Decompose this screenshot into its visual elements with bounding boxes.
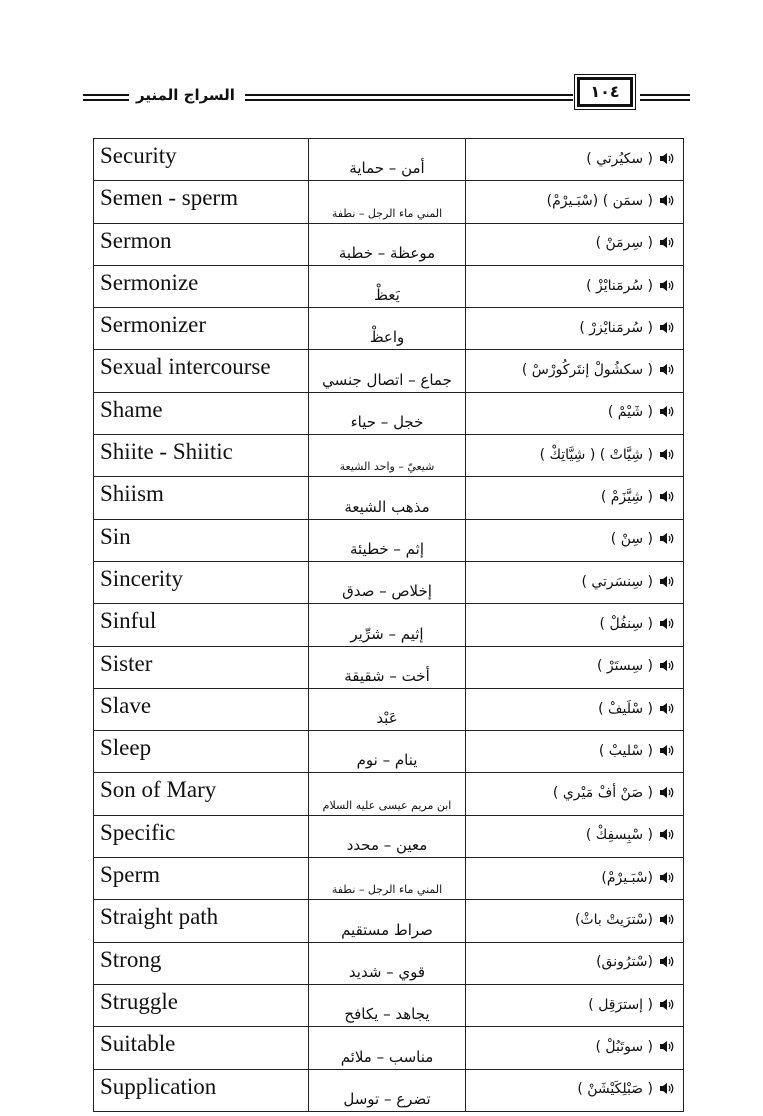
table-row [94, 139, 684, 181]
pronunciation-text: ( سُرمَنايْزرْ ) [579, 319, 653, 336]
arabic-meaning: تضرع – توسل [309, 1069, 466, 1111]
arabic-meaning: إثم – خطيئة [309, 519, 466, 561]
speaker-icon[interactable] [659, 236, 675, 253]
english-word: Security [94, 139, 309, 181]
header-rule-middle [245, 94, 573, 101]
english-word: Sister [94, 646, 309, 688]
speaker-icon[interactable] [659, 828, 675, 845]
pronunciation-cell [466, 350, 684, 392]
table-row [94, 646, 684, 688]
pronunciation-cell [466, 308, 684, 350]
table-row [94, 223, 684, 265]
arabic-meaning: شيعيّ – واحد الشيعة [309, 435, 466, 477]
header-rule-left [83, 94, 129, 101]
english-word: Suitable [94, 1027, 309, 1069]
pronunciation-text: ( سمَن ) (سْبَـيرْمْ) [546, 192, 653, 209]
english-word: Straight path [94, 900, 309, 942]
pronunciation-text: ( سْلَيفْ ) [598, 700, 653, 717]
arabic-meaning: عَبْد [309, 688, 466, 730]
english-word: Sin [94, 519, 309, 561]
pronunciation-text: ( شِيَّزَمْ ) [600, 489, 653, 506]
table-row [94, 984, 684, 1026]
table-row [94, 731, 684, 773]
pronunciation-cell [466, 265, 684, 307]
table-row [94, 1069, 684, 1111]
speaker-icon[interactable] [659, 998, 675, 1015]
table-row [94, 900, 684, 942]
pronunciation-cell [466, 815, 684, 857]
pronunciation-cell [466, 561, 684, 603]
arabic-meaning: واعظْ [309, 308, 466, 350]
english-word: Shame [94, 392, 309, 434]
pronunciation-cell [466, 688, 684, 730]
pronunciation-text: ( سِنْ ) [610, 531, 653, 548]
dictionary-body [94, 139, 684, 1112]
pronunciation-text: ( سْبِسفِكْ ) [585, 827, 653, 844]
english-word: Sperm [94, 858, 309, 900]
arabic-meaning: صراط مستقيم [309, 900, 466, 942]
english-word: Sincerity [94, 561, 309, 603]
arabic-meaning: المني ماء الرجل – نطفة [309, 181, 466, 223]
speaker-icon[interactable] [659, 786, 675, 803]
book-title: السراج المنير [136, 86, 235, 104]
speaker-icon[interactable] [659, 575, 675, 592]
speaker-icon[interactable] [659, 744, 675, 761]
table-row [94, 815, 684, 857]
arabic-meaning: مذهب الشيعة [309, 477, 466, 519]
pronunciation-text: ( سوتَبُلْ ) [595, 1038, 653, 1055]
english-word: Sexual intercourse [94, 350, 309, 392]
pronunciation-text: ( شِيَّاتْ ) ( شِيَّاتِكْ ) [539, 446, 653, 463]
pronunciation-text: ( إسترَقِل ) [588, 996, 653, 1013]
pronunciation-cell [466, 731, 684, 773]
english-word: Strong [94, 942, 309, 984]
pronunciation-text: ( سِرمَنْ ) [595, 235, 653, 252]
table-row [94, 942, 684, 984]
speaker-icon[interactable] [659, 659, 675, 676]
pronunciation-text: ( سكيُرتي ) [586, 150, 653, 167]
pronunciation-text: ( سكشُولْ إنتَركُورْسْ ) [521, 362, 653, 379]
pronunciation-cell [466, 139, 684, 181]
english-word: Son of Mary [94, 773, 309, 815]
english-word: Struggle [94, 984, 309, 1026]
pronunciation-text: ( سْليبْ ) [598, 742, 653, 759]
english-word: Sinful [94, 604, 309, 646]
english-word: Sermon [94, 223, 309, 265]
table-row [94, 181, 684, 223]
english-word: Slave [94, 688, 309, 730]
pronunciation-cell [466, 223, 684, 265]
speaker-icon[interactable] [659, 532, 675, 549]
english-word: Shiism [94, 477, 309, 519]
arabic-meaning: أمن – حماية [309, 139, 466, 181]
pronunciation-cell [466, 646, 684, 688]
table-row [94, 1027, 684, 1069]
speaker-icon[interactable] [659, 702, 675, 719]
arabic-meaning: إثيم – شرِّير [309, 604, 466, 646]
table-row [94, 308, 684, 350]
pronunciation-text: ( صَبْلِكَيْشَنْ ) [577, 1081, 653, 1098]
english-word: Sleep [94, 731, 309, 773]
table-row [94, 561, 684, 603]
speaker-icon[interactable] [659, 490, 675, 507]
english-word: Sermonize [94, 265, 309, 307]
table-row [94, 477, 684, 519]
arabic-meaning: مناسب – ملائم [309, 1027, 466, 1069]
page-number: ١٠٤ [577, 77, 633, 107]
english-word: Specific [94, 815, 309, 857]
table-row [94, 435, 684, 477]
pronunciation-text: ( سِستَرْ ) [597, 658, 653, 675]
pronunciation-cell [466, 392, 684, 434]
arabic-meaning: أخت – شقيقة [309, 646, 466, 688]
pronunciation-cell [466, 984, 684, 1026]
pronunciation-cell [466, 519, 684, 561]
english-word: Supplication [94, 1069, 309, 1111]
arabic-meaning: معين – محدد [309, 815, 466, 857]
pronunciation-text: ( شَيْمْ ) [607, 404, 653, 421]
english-word: Semen - sperm [94, 181, 309, 223]
arabic-meaning: جماع – اتصال جنسي [309, 350, 466, 392]
speaker-icon[interactable] [659, 363, 675, 380]
speaker-icon[interactable] [659, 279, 675, 296]
page-header [0, 74, 763, 124]
arabic-meaning: موعظة – خطبة [309, 223, 466, 265]
pronunciation-cell [466, 604, 684, 646]
pronunciation-cell [466, 477, 684, 519]
arabic-meaning: يَعظْ [309, 265, 466, 307]
arabic-meaning: ابن مريم عيسى عليه السلام [309, 773, 466, 815]
pronunciation-text: ( سُرمَنايْزْ ) [586, 277, 653, 294]
table-row [94, 265, 684, 307]
pronunciation-text: (سْترَيتْ باثْ) [574, 911, 653, 928]
speaker-icon[interactable] [659, 913, 675, 930]
speaker-icon[interactable] [659, 152, 675, 169]
pronunciation-cell [466, 1027, 684, 1069]
speaker-icon[interactable] [659, 448, 675, 465]
pronunciation-cell [466, 773, 684, 815]
pronunciation-cell [466, 858, 684, 900]
speaker-icon[interactable] [659, 1040, 675, 1057]
speaker-icon[interactable] [659, 617, 675, 634]
pronunciation-text: ( صَنْ أفْ مَيْري ) [552, 785, 653, 802]
arabic-meaning: ينام – نوم [309, 731, 466, 773]
pronunciation-text: (سْبَـيرْمْ) [601, 869, 653, 886]
table-row [94, 688, 684, 730]
arabic-meaning: المني ماء الرجل – نطفة [309, 858, 466, 900]
speaker-icon[interactable] [659, 321, 675, 338]
table-row [94, 519, 684, 561]
speaker-icon[interactable] [659, 1082, 675, 1099]
pronunciation-cell [466, 1069, 684, 1111]
arabic-meaning: إخلاص – صدق [309, 561, 466, 603]
speaker-icon[interactable] [659, 955, 675, 972]
speaker-icon[interactable] [659, 194, 675, 211]
table-row [94, 858, 684, 900]
speaker-icon[interactable] [659, 871, 675, 888]
speaker-icon[interactable] [659, 405, 675, 422]
pronunciation-text: ( سِنسَرتي ) [581, 573, 653, 590]
pronunciation-cell [466, 435, 684, 477]
table-row [94, 392, 684, 434]
table-row [94, 604, 684, 646]
table-row [94, 350, 684, 392]
pronunciation-text: ( سِنفُلْ ) [599, 615, 653, 632]
english-word: Sermonizer [94, 308, 309, 350]
english-word: Shiite - Shiitic [94, 435, 309, 477]
pronunciation-cell [466, 942, 684, 984]
dictionary-table [93, 138, 684, 1112]
arabic-meaning: خجل – حياء [309, 392, 466, 434]
arabic-meaning: قوي – شديد [309, 942, 466, 984]
pronunciation-text: (سْترُونق) [596, 954, 653, 971]
pronunciation-cell [466, 900, 684, 942]
arabic-meaning: يجاهد – يكافح [309, 984, 466, 1026]
pronunciation-cell [466, 181, 684, 223]
table-row [94, 773, 684, 815]
header-rule-right [640, 94, 690, 101]
